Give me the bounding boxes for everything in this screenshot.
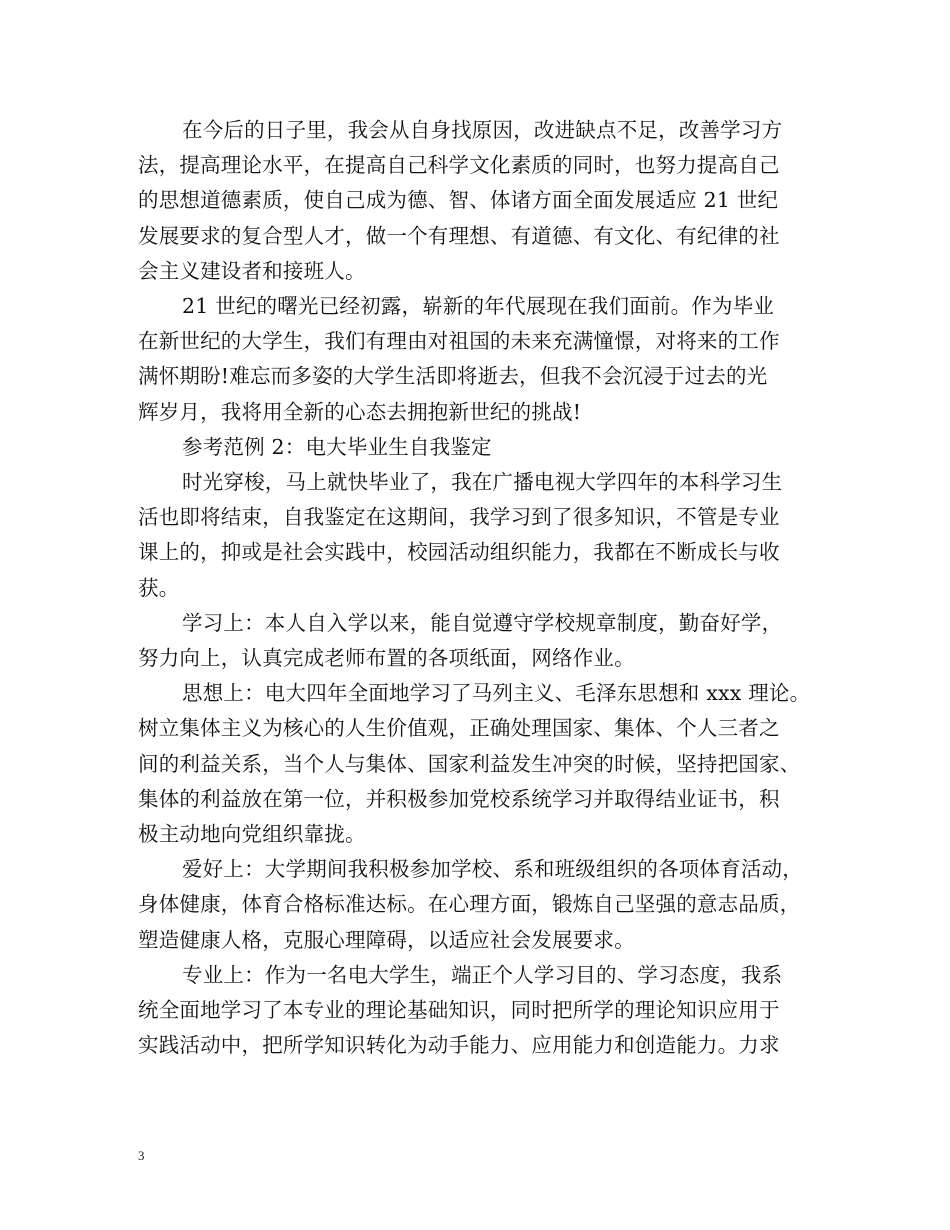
paragraph-ideology: 思想上：电大四年全面地学习了马列主义、毛泽东思想和 xxx 理论。 树立集体主义为核心的人生价值观，正确处理国家、集体、个人三者之 间的利益关系，当个人与集体、国家利益发生冲突的时候，坚持把国家、 集体的利益放在第一位，并积极参加党校系统学习并取得结业证书，积 极主动地向党组织靠拢。 — [138, 681, 811, 847]
paragraph-study: 学习上：本人自入学以来，能自觉遵守学校规章制度，勤奋好学， 努力向上，认真完成老师布置的各项纸面，网络作业。 — [138, 610, 783, 671]
paragraph-new-century: 21 世纪的曙光已经初露，崭新的年代展现在我们面前。作为毕业 在新世纪的大学生，我们有理由对祖国的未来充满憧憬，对将来的工作 满怀期盼!难忘而多姿的大学生活即将逝去，但我不会沉浸于过去的光 辉岁月，我将用全新的心态去拥抱新世纪的挑战! — [138, 294, 780, 424]
paragraph-hobbies: 爱好上：大学期间我积极参加学校、系和班级组织的各项体育活动， 身体健康，体育合格标准达标。在心理方面，锻炼自己坚强的意志品质， 塑造健康人格，克服心理障碍，以适应社会发展要求。 — [138, 857, 803, 952]
paragraph-graduation-intro: 时光穿梭，马上就快毕业了，我在广播电视大学四年的本科学习生 活也即将结束，自我鉴定在这期间，我学习到了很多知识，不管是专业 课上的，抑或是社会实践中，校园活动组织能力，我都在不断成长与收 获。 — [138, 470, 783, 600]
page-number: 3 — [138, 1148, 145, 1163]
document-body — [138, 113, 816, 1063]
paragraph-major: 专业上：作为一名电大学生，端正个人学习目的、学习态度，我系 统全面地学习了本专业的理论基础知识，同时把所学的理论知识应用于 实践活动中，把所学知识转化为动手能力、应用能力和创造能力。力求 — [138, 962, 783, 1058]
paragraph-future-plans: 在今后的日子里，我会从自身找原因，改进缺点不足，改善学习方 法，提高理论水平，在提高自己科学文化素质的同时，也努力提高自己 的思想道德素质，使自己成为德、智、体诸方面全面发展适应 21 世纪 发展要求的复合型人才，做一个有理想、有道德、有文化、有纪律的社 会主义建设者和接班人。 — [138, 118, 783, 283]
section-heading-example-2: 参考范例 2：电大毕业生自我鉴定 — [182, 434, 492, 459]
